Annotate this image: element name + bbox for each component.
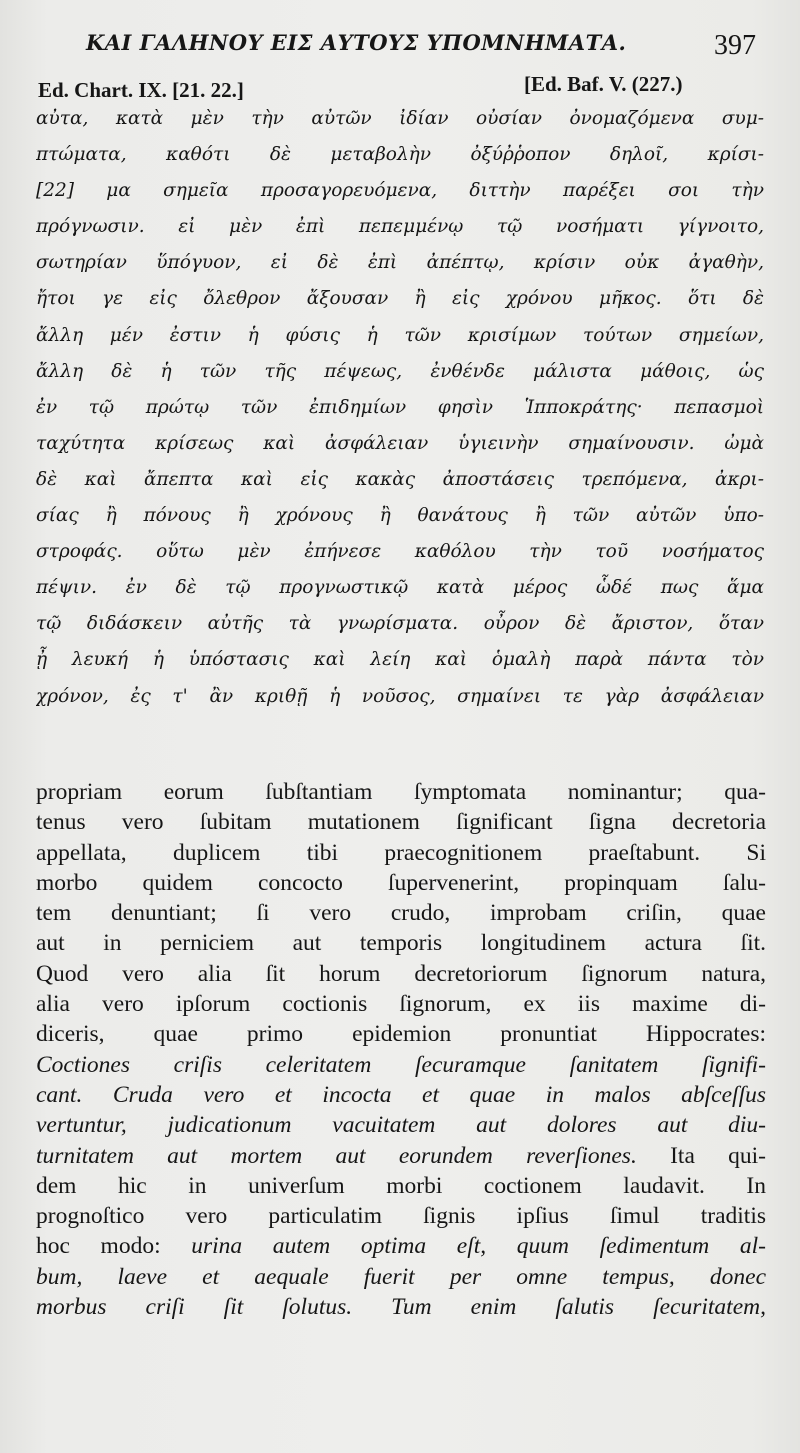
latin-text-line <box>36 1141 766 1171</box>
latin-text-line <box>36 777 766 807</box>
edition-reference-chartier: Ed. Chart. IX. [21. 22.] <box>38 78 244 102</box>
latin-italic-quotation: turnitatem aut mortem aut eorundem reverſiones. <box>36 1142 637 1169</box>
greek-text-line: [22] μα σημεῖα προσαγορευόμενα, διττὴν παρέξει σοι τὴν <box>36 180 764 202</box>
greek-text-line: ἄλλη μέν ἐστιν ἡ φύσις ἡ τῶν κρισίμων τούτων σημείων, <box>36 324 764 346</box>
latin-text-line <box>36 989 766 1019</box>
latin-text-line <box>36 898 766 928</box>
latin-text-segment: propriam eorum ſubſtantiam ſymptomata nominantur; qua- <box>36 779 766 805</box>
latin-text-segment: aut in perniciem aut temporis longitudinem actura ſit. <box>36 930 766 957</box>
latin-text-line <box>36 1171 766 1201</box>
latin-text-line <box>36 1262 766 1292</box>
latin-italic-quotation: cant. Cruda vero et incocta et quae in malos abſceſſus <box>36 1081 766 1108</box>
latin-translation-block <box>36 777 766 1322</box>
greek-text-line: σωτηρίαν ὕπόγυον, εἰ δὲ ἐπὶ ἀπέπτῳ, κρίσιν οὐκ ἀγαθὴν, <box>36 252 764 274</box>
latin-text-segment: dem hic in univerſum morbi coctionem laudavit. In <box>36 1172 766 1199</box>
latin-text-segment: morbo quidem concocto ſupervenerint, propinquam ſalu- <box>36 869 766 896</box>
latin-text-segment: hoc modo: <box>36 1233 192 1260</box>
latin-text-segment: appellata, duplicem tibi praecognitionem praeſtabunt. Si <box>36 839 766 866</box>
latin-text-segment: prognoſtico vero particulatim ſignis ipſius ſimul traditis <box>36 1203 766 1230</box>
greek-text-line: δὲ καὶ ἄπεπτα καὶ εἰς κακὰς ἀποστάσεις τρεπόμενα, ἀκρι- <box>36 468 764 490</box>
latin-text-line <box>36 1231 766 1261</box>
greek-text-line: πέψιν. ἐν δὲ τῷ προγνωστικῷ κατὰ μέρος ὧδέ πως ἅμα <box>36 577 764 599</box>
greek-text-line: στροφάς. οὕτω μὲν ἐπήνεσε καθόλου τὴν τοῦ νοσήματος <box>36 541 764 563</box>
greek-text-line: τῷ διδάσκειν αὐτῆς τὰ γνωρίσματα. οὖρον δὲ ἄριστον, ὅταν <box>36 613 764 635</box>
latin-text-line <box>36 838 766 868</box>
latin-text-line <box>36 1292 766 1322</box>
latin-text-line <box>36 1110 766 1140</box>
latin-text-segment: tem denuntiant; ſi vero crudo, improbam criſin, quae <box>36 900 766 927</box>
latin-italic-quotation: urina autem optima eſt, quum ſedimentum al- <box>191 1233 766 1260</box>
latin-text-segment: Quod vero alia ſit horum decretoriorum ſignorum natura, <box>36 960 766 987</box>
latin-text-segment: alia vero ipſorum coctionis ſignorum, ex iis maxime di- <box>36 991 766 1018</box>
page-number: 397 <box>714 30 756 61</box>
greek-text-line: ἤτοι γε εἰς ὄλεθρον ἄξουσαν ἢ εἰς χρόνου μῆκος. ὅτι δὲ <box>36 288 764 310</box>
greek-text-line: ἄλλη δὲ ἡ τῶν τῆς πέψεως, ἐνθένδε μάλιστα μάθοις, ὡς <box>36 360 764 382</box>
latin-italic-quotation: vertuntur, judicationum vacuitatem aut dolores aut diu- <box>36 1112 766 1139</box>
latin-text-line <box>36 1080 766 1110</box>
latin-text-line <box>36 1201 766 1231</box>
edition-reference-basel: [Ed. Baf. V. (227.) <box>524 72 683 96</box>
latin-text-segment: diceris, quae primo epidemion pronuntiat Hippocrates: <box>36 1021 766 1048</box>
latin-text-segment: Ita qui- <box>636 1142 766 1169</box>
running-head: ΚΑΙ ΓΑΛΗΝΟΥ ΕΙΣ ΑΥΤΟΥΣ ΥΠΟΜΝΗΜΑΤΑ. <box>86 30 627 55</box>
greek-text-line: ᾖ λευκή ἡ ὑπόστασις καὶ λείη καὶ ὁμαλὴ παρὰ πάντα τὸν <box>36 649 764 671</box>
latin-italic-quotation: Coctiones criſis celeritatem ſecuramque ſanitatem ſignifi- <box>36 1051 766 1078</box>
greek-text-line: αὐτα, κατὰ μὲν τὴν αὐτῶν ἰδίαν οὐσίαν ὀνομαζόμενα συμ- <box>36 108 764 129</box>
latin-italic-quotation: bum, laeve et aequale fuerit per omne tempus, donec <box>36 1263 766 1290</box>
latin-text-line <box>36 1050 766 1080</box>
greek-text-line: χρόνον, ἐς τ' ἂν κριθῇ ἡ νοῦσος, σημαίνει τε γὰρ ἀσφάλειαν <box>36 685 764 707</box>
latin-text-segment: tenus vero ſubitam mutationem ſignificant ſigna decretoria <box>36 809 766 836</box>
greek-text-line: πρόγνωσιν. εἰ μὲν ἐπὶ πεπεμμένῳ τῷ νοσήματι γίγνοιτο, <box>36 216 764 238</box>
greek-text-line: σίας ἢ πόνους ἢ χρόνους ἢ θανάτους ἢ τῶν αὐτῶν ὑπο- <box>36 505 764 527</box>
latin-text-line <box>36 1019 766 1049</box>
greek-text-block <box>36 101 764 715</box>
latin-text-line <box>36 807 766 837</box>
greek-text-line: ταχύτητα κρίσεως καὶ ἀσφάλειαν ὑγιεινὴν σημαίνουσιν. ὠμὰ <box>36 432 764 454</box>
greek-text-line: πτώματα, καθότι δὲ μεταβολὴν ὀξύῤῥοπον δηλοῖ, κρίσι- <box>36 144 764 166</box>
latin-text-line <box>36 868 766 898</box>
latin-text-line <box>36 928 766 958</box>
greek-text-line: ἐν τῷ πρώτῳ τῶν ἐπιδημίων φησὶν Ἱπποκράτης· πεπασμοὶ <box>36 396 764 418</box>
latin-italic-quotation: morbus criſi ſit ſolutus. Tum enim ſalutis ſecuritatem, <box>36 1294 766 1321</box>
latin-text-line <box>36 959 766 989</box>
